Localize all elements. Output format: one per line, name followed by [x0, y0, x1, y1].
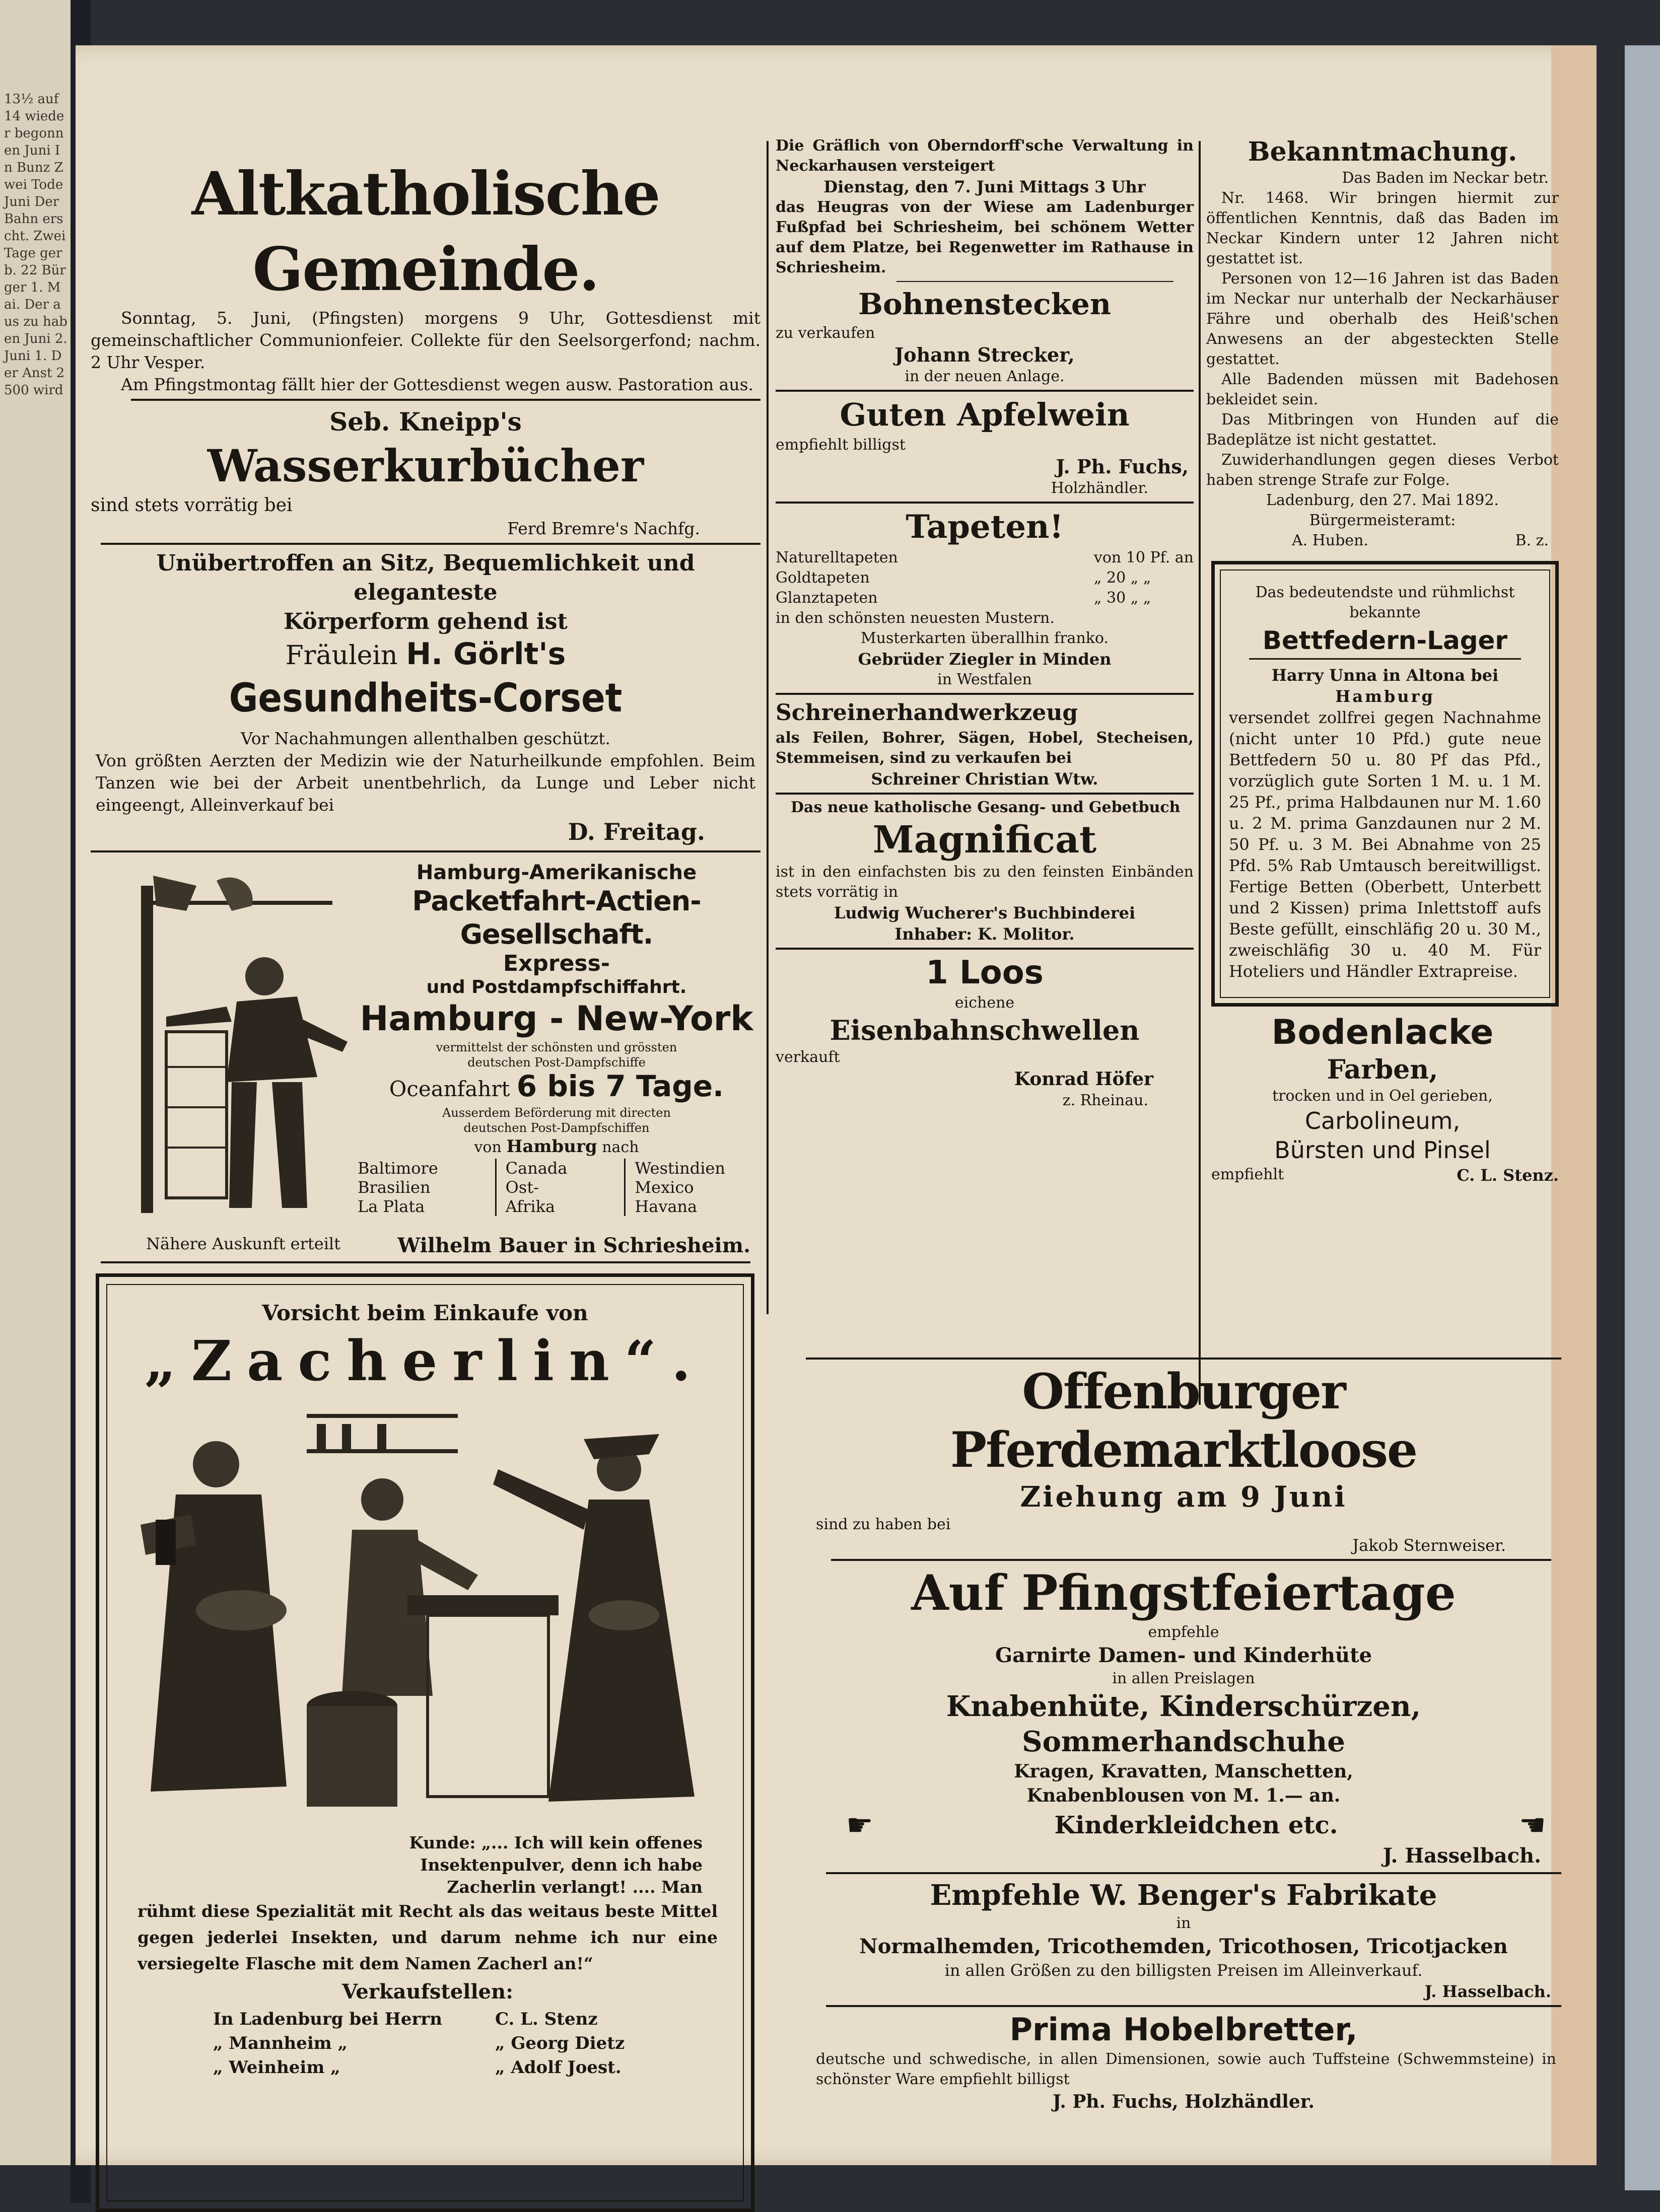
zacherlin-sellers-title: Verkaufstellen:: [342, 1980, 513, 2004]
hapag-line2: Packetfahrt-Actien-Gesellschaft.: [412, 885, 701, 950]
pointing-hand-icon: ☛: [846, 1808, 873, 1843]
zacherlin-seller1-place: In Ladenburg bei Herrn: [213, 2009, 442, 2029]
dest-item: Afrika: [505, 1197, 556, 1216]
benger-seller: J. Hasselbach.: [1424, 1982, 1551, 2001]
apfelwein-seller: J. Ph. Fuchs,: [1056, 455, 1189, 478]
hapag-line7a: Oceanfahrt: [389, 1077, 510, 1101]
dest-item: Westindien: [635, 1159, 725, 1178]
tapeten-seller: Gebrüder Ziegler in Minden: [858, 650, 1112, 669]
pfingst-seller: J. Hasselbach.: [1382, 1844, 1541, 1868]
ad-schreiner: [776, 698, 1194, 790]
hapag-footer-left: Nähere Auskunft erteilt: [146, 1234, 341, 1253]
offenburger-line3: sind zu haben bei: [816, 1516, 951, 1533]
column-left: [91, 136, 760, 2212]
hapag-destinations: [358, 1159, 745, 1216]
rule: [101, 1261, 750, 1263]
oberndorff-text: Die Gräflich von Oberndorff'sche Verwaltung in Neckarhausen versteigert: [776, 137, 1194, 175]
sailor-illustration: [136, 866, 353, 1218]
kneipp-line3: sind stets vorrätig bei: [91, 495, 293, 516]
ad-offenburger: [806, 1363, 1561, 1556]
zacherlin-quote2: Insektenpulver, denn ich habe: [420, 1855, 703, 1875]
zacherlin-seller2-name: „ Georg Dietz: [495, 2033, 625, 2053]
bettfedern-inner-frame: [1220, 569, 1550, 998]
ad-zacherlin: [96, 1273, 754, 2212]
tapeten-title: Tapeten!: [906, 508, 1064, 546]
bettfedern-line3: Harry Unna in Altona bei: [1271, 666, 1499, 685]
loos-place: z. Rheinau.: [1062, 1092, 1148, 1109]
kneipp-title: Wasserkurbücher: [207, 440, 644, 492]
ad-bodenlacke: [1206, 1012, 1559, 1186]
tapeten-row-name: Naturelltapeten: [776, 549, 898, 566]
ad-magnificat: [776, 798, 1194, 945]
column-middle: [776, 136, 1194, 1111]
hapag-dest-col1: [358, 1159, 438, 1216]
ad-benger: [806, 1877, 1561, 2002]
zacherlin-title: „Zacherlin“.: [144, 1328, 706, 1393]
ad-oberndorff: [776, 136, 1194, 278]
benger-line3: Normalhemden, Tricothemden, Tricothosen, Tricotjacken: [859, 1935, 1508, 1958]
zacherlin-seller3-name: „ Adolf Joest.: [495, 2057, 621, 2078]
newspaper-page: [76, 45, 1597, 2165]
hapag-line3: Express-: [503, 951, 610, 976]
bohnen-place: in der neuen Anlage.: [905, 368, 1065, 385]
hapag-line8: Ausserdem Beförderung mit directen deutschen Post-Dampfschiffen: [442, 1106, 671, 1135]
magnificat-owner: Inhaber: K. Molitor.: [894, 924, 1075, 944]
zacherlin-illustration: [115, 1394, 735, 1832]
pfingst-line3: Garnirte Damen- und Kinderhüte: [995, 1644, 1372, 1667]
ad-loos: [776, 953, 1194, 1111]
bekanntmachung-title: Bekanntmachung.: [1248, 136, 1517, 167]
tapeten-row-price: von 10 Pf. an: [1093, 549, 1194, 566]
column-right: [1206, 136, 1559, 1186]
corset-body: Von größten Aerzten der Medizin wie der Naturheilkunde empfohlen. Beim Tanzen wie bei der Arbeit unentbehrlich, da Lunge und Leber nicht eingeengt, Alleinverkauf bei: [96, 751, 755, 815]
magnificat-body: ist in den einfachsten bis zu den feinsten Einbänden stets vorrätig in: [776, 863, 1194, 901]
pointing-hand-icon: ☛: [1519, 1808, 1546, 1843]
ad-hapag: [91, 855, 760, 1238]
dest-item: Havana: [635, 1197, 698, 1216]
bodenlacke-seller: C. L. Stenz.: [1457, 1166, 1559, 1185]
oberndorff-body: das Heugras von der Wiese am Ladenburger Fußpfad bei Schriesheim, bei schönem Wetter auf dem Platze, bei Regenwetter im Rathause in Schriesheim.: [776, 198, 1194, 276]
dest-item: Baltimore: [358, 1159, 438, 1178]
bodenlacke-left: empfiehlt: [1211, 1166, 1284, 1183]
ad-corset: [91, 549, 760, 847]
column-divider-2: [1199, 141, 1201, 1405]
bekanntmachung-signature: A. Huben.: [1292, 532, 1369, 549]
hapag-line6: vermittelst der schönsten und grössten deutschen Post-Dampfschiffe: [436, 1040, 677, 1069]
bekanntmachung-body3: Alle Badenden müssen mit Badehosen bekleidet sein.: [1206, 371, 1559, 408]
hobel-title: Prima Hobelbretter,: [1009, 2011, 1358, 2048]
schreiner-body: als Feilen, Bohrer, Sägen, Hobel, Stecheisen, Stemmeisen, sind zu verkaufen bei: [776, 729, 1194, 767]
tapeten-prices: [776, 548, 1194, 608]
hapag-footer-right: Wilhelm Bauer in Schriesheim.: [397, 1234, 750, 1257]
zacherlin-inner-frame: [106, 1284, 744, 2201]
cover-edge: [1625, 45, 1660, 2190]
loos-seller: Konrad Höfer: [1014, 1068, 1153, 1090]
hapag-line9a: von: [474, 1138, 502, 1156]
apfelwein-title: Guten Apfelwein: [840, 396, 1130, 433]
hapag-line9c: nach: [602, 1138, 639, 1156]
pfingst-line5: Knabenhüte, Kinderschürzen, Sommerhandschuhe: [946, 1690, 1421, 1758]
ad-altkatholische: [91, 156, 760, 396]
zacherlin-quote1: Kunde: „... Ich will kein offenes: [409, 1833, 703, 1852]
column-divider-1: [767, 141, 769, 1314]
rule: [131, 399, 760, 401]
bodenlacke-line3: trocken und in Oel gerieben,: [1272, 1087, 1493, 1105]
rule: [91, 850, 760, 852]
rule: [776, 693, 1194, 695]
rule: [826, 1872, 1561, 1874]
hapag-line9b: Hamburg: [506, 1136, 597, 1157]
hapag-text: [353, 861, 760, 1216]
kneipp-seller: Ferd Bremre's Nachfg.: [507, 519, 700, 538]
magnificat-seller: Ludwig Wucherer's Buchbinderei: [834, 903, 1136, 922]
ad-hobel: [806, 2010, 1561, 2114]
bekanntmachung-office: Bürgermeisteramt:: [1309, 512, 1456, 529]
dest-item: Canada: [505, 1159, 568, 1178]
dest-item: Mexico: [635, 1178, 694, 1197]
ad-bohnen: [776, 285, 1194, 387]
benger-title: Empfehle W. Benger's Fabrikate: [930, 1879, 1437, 1912]
zacherlin-seller1-name: C. L. Stenz: [495, 2009, 598, 2029]
bohnen-title: Bohnenstecken: [858, 287, 1112, 321]
pfingst-line6: Kragen, Kravatten, Manschetten,: [1014, 1761, 1353, 1782]
bettfedern-body: versendet zollfrei gegen Nachnahme (nicht unter 10 Pfd.) gute neue Bettfedern 50 u. 80 Pf das Pfd., vorzüglich gute Sorten 1 M. u. 1 M. 25 Pf., prima Halbdaunen nur M. 1.60 u. 2 M. prima Ganzdaunen nur 2 M. 50 Pf. u. 3 M. Bei Abnahme von 25 Pfd. 5% Rab Umtausch bereitwilligst. Fertige Betten (Oberbett, Unterbett und 2 Kissen) prima Inlettstoff aufs Beste gefüllt, einschläfig 20 u. 30 M., zweischläfig 30 u. 40 M. Für Hoteliers und Händler Extrapreise.: [1229, 708, 1541, 981]
hobel-body: deutsche und schwedische, in allen Dimensionen, sowie auch Tuffsteine (Schwemmsteine) in schönster Ware empfiehlt billigst: [816, 2050, 1556, 2088]
rule: [831, 1559, 1551, 1561]
zacherlin-seller3-place: „ Weinheim „: [213, 2057, 340, 2078]
benger-line2: in: [1176, 1914, 1191, 1932]
loos-line2: Eisenbahnschwellen: [829, 1014, 1140, 1046]
schreiner-title: Schreinerhandwerkzeug: [776, 700, 1078, 726]
bodenlacke-line5: Bürsten und Pinsel: [1274, 1136, 1491, 1164]
apfelwein-role: Holzhändler.: [1051, 479, 1148, 497]
bodenlacke-title: Bodenlacke: [1271, 1013, 1494, 1052]
bohnen-line1: zu verkaufen: [776, 324, 875, 342]
corset-line3a: Fräulein: [285, 640, 398, 671]
offenburger-title: Offenburger Pferdemarktloose: [950, 1363, 1417, 1478]
oberndorff-date: Dienstag, den 7. Juni Mittags 3 Uhr: [823, 177, 1146, 196]
corset-line2: Körperform gehend ist: [284, 609, 568, 634]
corset-seller: D. Freitag.: [568, 818, 705, 845]
rule: [776, 948, 1194, 950]
rule: [776, 502, 1194, 504]
corset-name: H. Görlt's: [406, 636, 566, 672]
zacherlin-seller2-place: „ Mannheim „: [213, 2033, 348, 2053]
bekanntmachung-body5: Zuwiderhandlungen gegen dieses Verbot haben strenge Strafe zur Folge.: [1206, 451, 1559, 489]
pfingst-title: Auf Pfingstfeiertage: [911, 1564, 1456, 1621]
tapeten-row-price: „ 30 „ „: [1093, 589, 1151, 607]
ad-apfelwein: [776, 395, 1194, 498]
zacherlin-quote4: rühmt diese Spezialität mit Recht als das weitaus beste Mittel gegen jederlei Insekten, und darum nehme ich nur eine versiegelte Flasche mit dem Namen Zacherl an!“: [137, 1901, 718, 1973]
bekanntmachung-abbr: B. z.: [1515, 532, 1549, 549]
bekanntmachung-body1: Nr. 1468. Wir bringen hiermit zur öffentlichen Kenntnis, daß das Baden im Neckar Kindern unter 12 Jahren nicht gestattet ist.: [1206, 189, 1559, 267]
zacherlin-quote3: Zacherlin verlangt! .... Man: [447, 1877, 703, 1897]
tapeten-place: in Westfalen: [937, 671, 1032, 688]
rule: [896, 281, 1173, 282]
pfingst-line4: in allen Preislagen: [1112, 1670, 1255, 1687]
bekanntmachung-body2: Personen von 12—16 Jahren ist das Baden im Neckar nur unterhalb der Neckarhäuser Fähre und oberhalb des Heiß'schen Anwesens an der abgesteckten Stelle gestattet.: [1206, 270, 1559, 368]
hapag-line4: und Postdampfschiffahrt.: [426, 977, 687, 997]
bekanntmachung-body4: Das Mitbringen von Hunden auf die Badeplätze ist nicht gestattet.: [1206, 411, 1559, 449]
ad-kneipp: [91, 406, 760, 540]
tapeten-line5: Musterkarten überallhin franko.: [860, 629, 1109, 647]
altkatholische-note: Am Pfingstmontag fällt hier der Gottesdienst wegen ausw. Pastoration aus.: [121, 375, 754, 394]
benger-line4: in allen Größen zu den billigsten Preisen im Alleinverkauf.: [944, 1961, 1423, 1980]
corset-line1: Unübertroffen an Sitz, Bequemlichkeit und eleganteste: [156, 550, 695, 605]
pfingst-line7: Knabenblousen von M. 1.— an.: [1026, 1785, 1341, 1806]
hobel-seller: J. Ph. Fuchs, Holzhändler.: [1053, 2091, 1315, 2112]
tapeten-row-price: „ 20 „ „: [1093, 569, 1151, 587]
bettfedern-title: Bettfedern-Lager: [1249, 623, 1521, 660]
offenburger-line2: Ziehung am 9 Juni: [1020, 1480, 1347, 1514]
hapag-dest-col2: [495, 1159, 568, 1216]
bekanntmachung-date: Ladenburg, den 27. Mai 1892.: [1266, 491, 1499, 509]
rule: [826, 2005, 1561, 2007]
ad-bekanntmachung: [1206, 136, 1559, 551]
offenburger-seller: Jakob Sternweiser.: [1352, 1536, 1506, 1555]
bettfedern-line4: Hamburg: [1335, 687, 1435, 706]
zacherlin-line1: Vorsicht beim Einkaufe von: [262, 1301, 588, 1325]
rule: [806, 1358, 1561, 1360]
corset-title: Gesundheits-Corset: [229, 676, 623, 721]
previous-page-edge: [0, 0, 73, 2165]
lower-right-section: [806, 1354, 1561, 2114]
rule: [776, 390, 1194, 392]
tapeten-row-name: Goldtapeten: [776, 569, 870, 587]
altkatholische-title: Altkatholische Gemeinde.: [191, 159, 660, 304]
corset-line5: Vor Nachahmungen allenthalben geschützt.: [240, 729, 611, 748]
loos-line1: eichene: [954, 994, 1015, 1012]
bodenlacke-line4: Carbolineum,: [1304, 1107, 1461, 1134]
bettfedern-line1: Das bedeutendste und rühmlichst bekannte: [1255, 584, 1515, 621]
pfingst-line2: empfehle: [1148, 1623, 1219, 1641]
dest-item: La Plata: [358, 1197, 425, 1216]
dest-item: Ost-: [505, 1178, 539, 1197]
hapag-route: Hamburg - New-York: [360, 999, 753, 1039]
pfingst-line8: Kinderkleidchen etc.: [1054, 1811, 1338, 1839]
schreiner-seller: Schreiner Christian Wtw.: [871, 769, 1098, 789]
previous-page-fragment: 13½ auf 14 wieder begonnen Juni In Bunz Zwei Tode Juni Der Bahn erscht. Zwei Tage gerb. 22 Bürger 1. Mai. Der aus zu haben Juni 2. Juni 1. Der Anst 2500 wird: [4, 92, 67, 398]
bodenlacke-line2: Farben,: [1327, 1054, 1438, 1085]
loos-line3: verkauft: [776, 1048, 840, 1066]
kneipp-line1: Seb. Kneipp's: [329, 407, 522, 437]
magnificat-title: Magnificat: [872, 818, 1097, 862]
bekanntmachung-subject: Das Baden im Neckar betr.: [1342, 169, 1549, 187]
hapag-duration: 6 bis 7 Tage.: [516, 1069, 724, 1103]
hapag-dest-col3: [624, 1159, 745, 1216]
bohnen-seller: Johann Strecker,: [894, 343, 1075, 366]
loos-title: 1 Loos: [926, 954, 1044, 991]
dest-item: Brasilien: [358, 1178, 431, 1197]
ad-bettfedern: [1211, 561, 1559, 1007]
altkatholische-body: Sonntag, 5. Juni, (Pfingsten) morgens 9 Uhr, Gottesdienst mit gemeinschaftlicher Communionfeier. Collekte für den Seelsorgerfond; nachm. 2 Uhr Vesper.: [91, 308, 760, 372]
magnificat-line1: Das neue katholische Gesang- und Gebetbuch: [791, 799, 1181, 816]
tapeten-row-name: Glanztapeten: [776, 589, 878, 607]
rule: [776, 793, 1194, 795]
apfelwein-line1: empfiehlt billigst: [776, 436, 906, 454]
hapag-line1: Hamburg-Amerikanische: [416, 861, 697, 884]
ad-pfingst: [806, 1564, 1561, 1869]
rule: [101, 543, 760, 545]
tapeten-line4: in den schönsten neuesten Mustern.: [776, 609, 1055, 627]
ad-tapeten: [776, 507, 1194, 690]
